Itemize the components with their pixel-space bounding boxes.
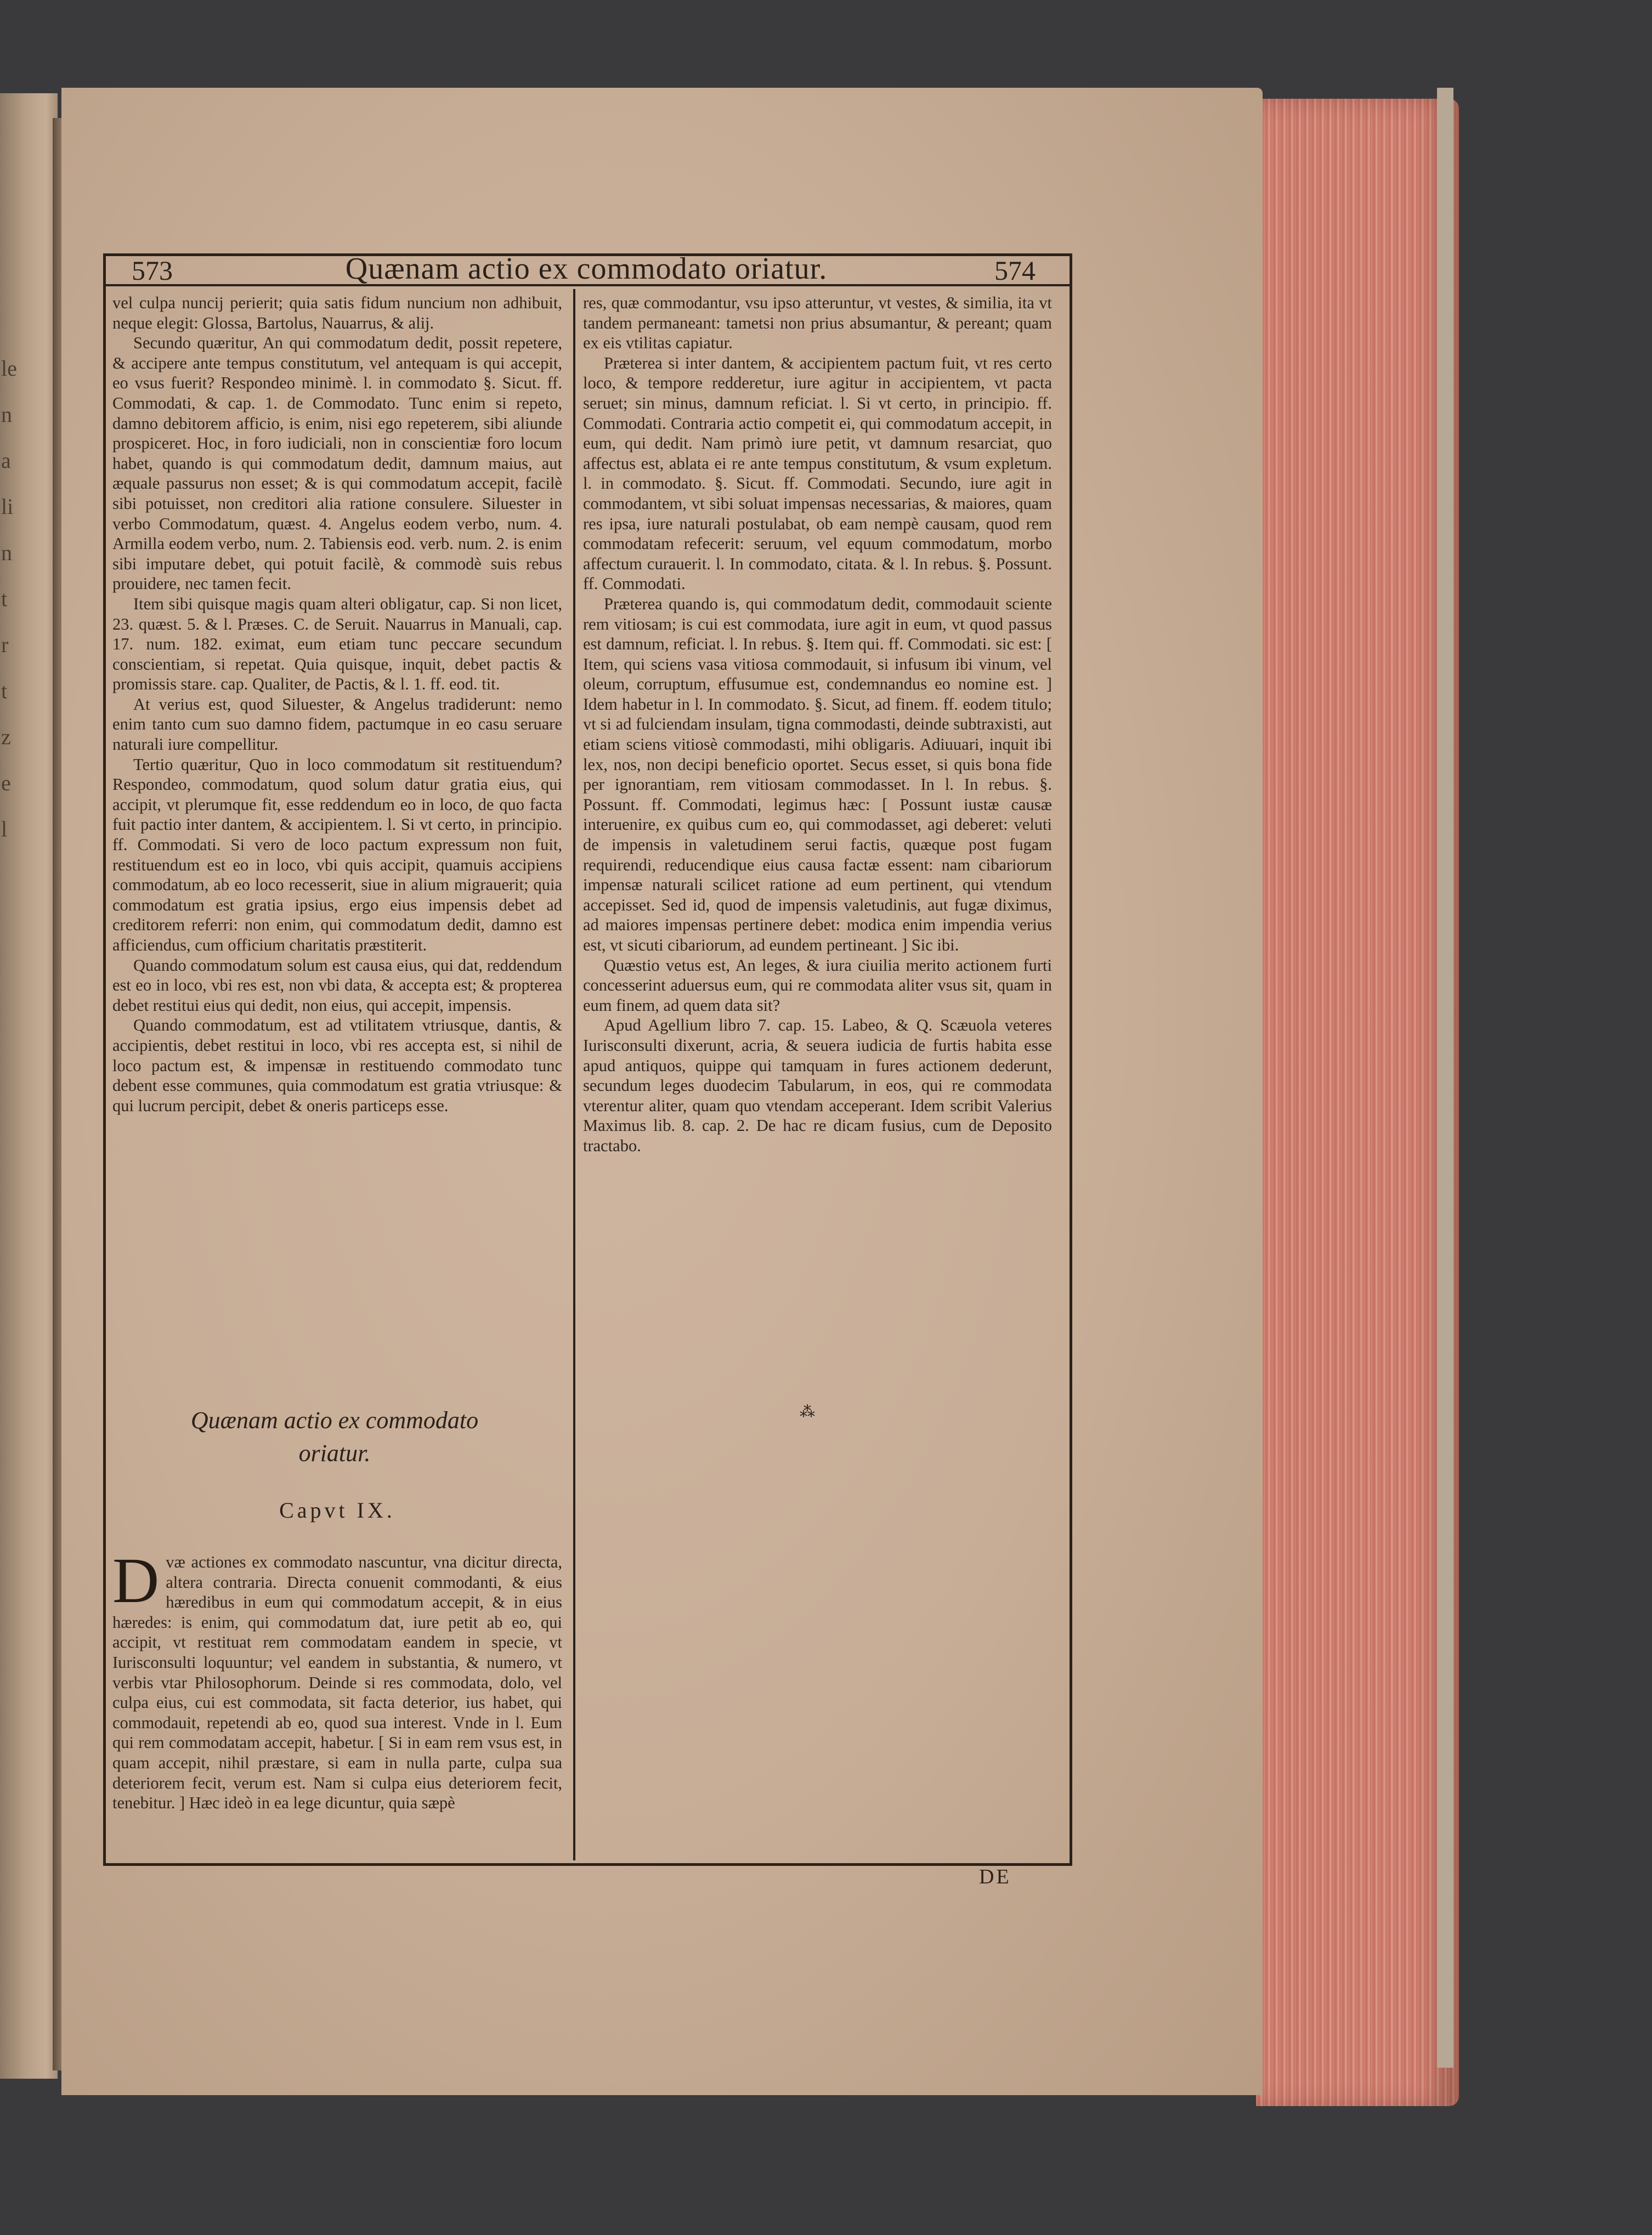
left-margin-fragments <box>1 346 16 839</box>
paragraph: Tertio quæritur, Quo in loco commodatum sit restituendum? Respondeo, commodatum, quod solum datur gratia eius, qui accipit, vt plerumque fit, esse reddendum eo in loco, de quo facta fuit pactio inter dantem, & accipientem. l. Si vt certo, in principio. ff. Commodati. Si vero de loco pactum expressum non fuit, restituendum est eo in loco, vbi quis accipit, quamuis accipiens commodatum, ab eo loco recesserit, siue in alium migrauerit; quia commodatum est gratia ipsius, ergo eius impensis debet ad creditorem referri: non enim, qui commodatum dedit, damno est afficiendus, cum officium charitatis præstiterit. <box>112 755 562 954</box>
paragraph: Secundo quæritur, An qui commodatum dedit, possit repetere, & accipere ante tempus constitutum, vel antequam is qui accepit, eo vsus fuerit? Respondeo minimè. l. in commodato §. Sicut. ff. Commodati, & cap. 1. de Commodato. Tunc enim si repeto, damno debitorem afficio, is enim, nisi ego repeterem, sibi aliunde prospiceret. Hoc, in foro iudiciali, non in conscientiæ foro locum habet, quando is qui commodatum dedit, damnum maius, aut æquale passurus non esset; & is qui commodatum accepit, facilè sibi potuisset, non creditori alia ratione consulere. Siluester in verbo Commodatum, quæst. 4. Angelus eodem verbo, num. 4. Armilla eodem verbo, num. 2. Tabiensis eod. verb. num. 2. is enim sibi imputare debet, qui potuit facilè, & commodè suis rebus prouidere, nec tamen fecit. <box>112 333 562 593</box>
paragraph: Præterea quando is, qui commodatum dedit, commodauit sciente rem vitiosam; is cui est commodata, iure agit in eum, vt quod passus est damnum, reficiat. l. In rebus. §. Item qui. ff. Commodati. sic est: [ Item, qui sciens vasa vitiosa commodauit, si infusum ibi vinum, vel oleum, corruptum, effusumue est, condemnandus eo nomine est. ] Idem habetur in l. In commodato. §. Sicut, ad finem. ff. eodem titulo; vt si ad fulciendam insulam, tigna commodasti, deinde subtraxisti, aut etiam sciens vitiosè commodasti, mihi obligaris. Adiuuari, inquit ibi lex, nos, non decipi beneficio oportet. Secus esset, si quis bona fide per ignorantiam, rem vitiosam commodasset. In l. In rebus. §. Possunt. ff. Commodati, legimus hæc: [ Possunt iustæ causæ interuenire, ex quibus cum eo, qui commodasset, agi deberet: veluti de impensis in valetudinem serui factis, quæque post fugam requirendi, reducendique eius causa factæ essent: nam cibariorum impensæ naturali scilicet ratione ad eum pertinent, qui vtendum accepisset. Sed id, quod de impensis valetudinis, aut fugæ diximus, ad maiores impensas pertinere debet: modica enim impendia verius est, vt sicuti cibariorum, ad eundem pertineant. ] Sic ibi. <box>583 594 1052 954</box>
margin-fragment: n <box>1 540 12 565</box>
paragraph: Apud Agellium libro 7. cap. 15. Labeo, & Q. Scæuola veteres Iurisconsulti dixerunt, acria, & seuera iudicia de furtis habita esse apud antiquos, quippe qui tamquam in fures actionem dederunt, secundum leges duodecim Tabularum, in eos, qui re commodata vterentur aliter, quam quo vtendam acceperant. Idem scribit Valerius Maximus lib. 8. cap. 2. De hac re dicam fusius, cum de Deposito tractabo. <box>583 1016 1052 1155</box>
margin-fragment: t <box>1 678 8 703</box>
running-title: Quænam actio ex commodato oriatur. <box>345 252 828 286</box>
chapter-body <box>112 1544 562 1813</box>
page-number-left: 573 <box>132 255 173 286</box>
paragraph: Quæstio vetus est, An leges, & iura ciuilia merito actionem furti concesserint aduersus eum, qui re commodata aliter vsus sit, quam in eum finem, ad quem data sit? <box>583 955 1052 1015</box>
paragraph: res, quæ commodantur, vsu ipso atteruntur, vt vestes, & similia, ita vt tandem permaneant: tametsi non prius absumantur, & pereant; quam ex eis vtilitas capiatur. <box>583 293 1052 353</box>
left-column <box>112 293 562 1116</box>
running-head <box>103 252 1070 284</box>
paragraph: Quando commodatum, est ad vtilitatem vtriusque, dantis, & accipientis, debet restitui in loco, vbi res accepta est, si nihil de loco pactum est, & impensæ in restituendo commodato tunc debent esse communes, quia commodatum est gratia vtriusque: & qui lucrum percipit, debet & oneris particeps esse. <box>112 1016 562 1115</box>
chapter-heading: Capvt IX. <box>279 1498 395 1523</box>
paragraph: Præterea si inter dantem, & accipientem pactum fuit, vt res certo loco, & tempore redderetur, iure agitur in accipientem, vt pacta seruet; sin minus, damnum reficiat. l. Si vt certo, in principio. ff. Commodati. Contraria actio competit ei, qui commodatum accepit, in eum, qui dedit. Nam primò iure petit, vt damnum resarciat, quo affectus est, ablata ei re ante tempus constitutum, & vsum expletum. l. in commodato. §. Sicut. ff. Commodati. Secundo, iure agit in commodantem, vt sibi soluat impensas necessarias, & maiores, quam res ipsa, iure naturali postulabat, ob eam nempè causam, quod rem commodatam refecerit: seruum, vel equum commodatum, morbo affectum curauerit. l. In commodato, citata. & l. In rebus. §. Possunt. ff. Commodati. <box>583 353 1052 593</box>
tailpiece-ornament: ⁂ <box>800 1404 815 1421</box>
margin-fragment: le <box>1 356 17 381</box>
margin-fragment: e <box>1 771 11 795</box>
margin-fragment: n <box>1 402 12 427</box>
margin-fragment: z <box>1 725 11 749</box>
paragraph: Quando commodatum solum est causa eius, qui dat, reddendum est eo in loco, vbi res est, non vbi data, & accepta est; & propterea debet restitui eius qui dedit, non eius, qui accepit, impensis. <box>112 955 562 1015</box>
paragraph: Item sibi quisque magis quam alteri obligatur, cap. Si non licet, 23. quæst. 5. & l. Præses. C. de Seruit. Nauarrus in Manuali, cap. 17. num. 182. eximat, eum etiam tunc peccare secundum conscientiam, si repetat. Quia quisque, inquit, debet pactis & promissis stare. cap. Qualiter, de Pactis, & l. 1. ff. eod. tit. <box>112 594 562 694</box>
margin-fragment: t <box>1 586 8 611</box>
previous-page-edge <box>0 93 58 2079</box>
paragraph: At verius est, quod Siluester, & Angelus tradiderunt: nemo enim tanto cum suo damno fidem, pactumque in eo casu seruare naturali iure compellitur. <box>112 694 562 754</box>
margin-fragment: li <box>1 494 14 519</box>
drop-cap: D <box>112 1544 160 1616</box>
catchword: DE <box>979 1865 1011 1888</box>
paragraph: vel culpa nuncij perierit; quia satis fidum nuncium non adhibuit, neque elegit: Glossa, Bartolus, Nauarrus, & alij. <box>112 293 562 332</box>
margin-fragment: r <box>1 632 9 657</box>
margin-fragment: a <box>1 448 11 473</box>
page-number-right: 574 <box>994 255 1036 286</box>
section-title: Quænam actio ex commodato oriatur. <box>190 1407 479 1467</box>
right-column <box>583 293 1052 1156</box>
book-board <box>1437 88 1453 2068</box>
page-edges <box>1256 99 1459 2106</box>
column-rule <box>573 289 575 1860</box>
chapter-text: væ actiones ex commodato nascuntur, vna dicitur directa, altera contraria. Directa conuenit commodanti, & eius hæredibus in eum qui commodatum accepit, & in eius hæredes: is enim, qui commodatum dat, iure petit ab eo, qui accipit, vt restituat rem commodatam eandem in specie, vt Iurisconsulti loquuntur; vel eandem in substantia, & numero, vt verbis vtar Philosophorum. Deinde si res commodata, dolo, vel culpa eius, cui est commodata, sit facta deterior, ius habet, qui commodauit, repetendi ab eo, quod sua interest. Vnde in l. Eum qui rem commodatam accepit, habetur. [ Si in eam rem vsus est, in quam accepit, nihil præstare, si eam in nulla parte, culpa sua deteriorem fecit, verum est. Nam si culpa eius deteriorem fecit, tenebitur. ] Hæc ideò in ea lege dicuntur, quia sæpè <box>112 1553 562 1813</box>
margin-fragment: l <box>1 817 8 841</box>
